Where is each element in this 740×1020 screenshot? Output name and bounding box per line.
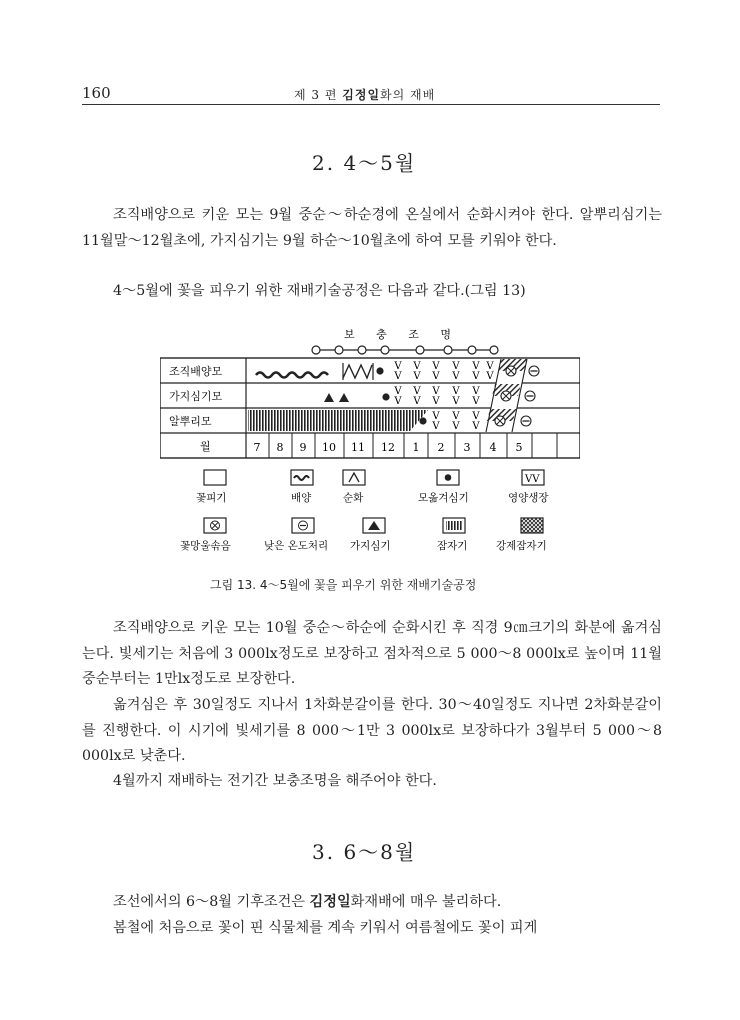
vegetative-mark: V [486, 361, 494, 372]
month-label: 12 [381, 441, 395, 454]
legend-label-hardening: 순화 [343, 492, 364, 504]
legend-label-low-temperature: 낮은 온도처리 [264, 540, 329, 552]
month-label: 11 [351, 441, 365, 454]
vegetative-mark: V [452, 421, 460, 432]
vegetative-mark: V [472, 386, 480, 397]
paragraph-5: 4월까지 재배하는 전기간 보충조명을 해주어야 한다. [113, 773, 437, 789]
legend [180, 470, 549, 552]
legend-label-forced-dormancy: 강제잠자기 [496, 540, 547, 552]
month-label: 7 [253, 441, 261, 454]
legend-label-cutting: 가지심기 [350, 540, 391, 552]
running-title: 제 3 편 김정일화의 재배 [294, 88, 436, 102]
vegetative-mark: V [452, 396, 460, 407]
month-header: 월 [200, 440, 211, 453]
paragraph-1: 조직배양으로 키운 모는 9월 중순～하순경에 온실에서 순화시켜야 한다. 알뿌리심기는 11월말～12월초에, 가지심기는 9월 하순～10월초에 하여 모를 키워야 한다. [82, 207, 662, 249]
vegetative-mark: V [432, 421, 440, 432]
legend-label-culture: 배양 [291, 492, 312, 504]
vegetative-mark: V [452, 411, 460, 422]
month-label: 8 [276, 441, 284, 454]
month-label: 2 [437, 441, 445, 454]
vegetative-mark: V [432, 411, 440, 422]
vegetative-mark: V [432, 361, 440, 372]
row-bulb [248, 410, 428, 431]
row-label-cutting: 가지심기모 [169, 390, 223, 403]
section-title-jun-aug: 3. 6～8월 [312, 840, 417, 864]
month-labels [254, 441, 523, 454]
lighting-line [312, 346, 498, 354]
month-label: 10 [322, 441, 336, 454]
vegetative-mark: V [413, 386, 421, 397]
section-title-apr-may: 2. 4～5월 [312, 151, 417, 175]
page-number: 160 [82, 84, 111, 102]
row-label-tissue-culture: 조직배양모 [169, 365, 223, 378]
vegetative-mark: V [413, 396, 421, 407]
month-label: 3 [463, 441, 471, 454]
vegetative-mark: V [432, 386, 440, 397]
paragraph-3: 조직배양으로 키운 모는 10월 중순～하순에 순화시킨 후 직경 9㎝크기의 화분에 옮겨심는다. 빛세기는 처음에 3 000lx정도로 보장하고 점차적으로 5 000～8 000lx로 높이며 11월 중순부터는 1만lx정도로 보장한다. [82, 620, 662, 687]
vegetative-mark: V [394, 386, 402, 397]
legend-label-transplant: 모옮겨심기 [418, 492, 469, 504]
legend-label-bud-thinning: 꽃망울솎음 [180, 540, 231, 552]
vegetative-mark: V [432, 396, 440, 407]
vegetative-mark: V [413, 361, 421, 372]
legend-label-dormancy: 잠자기 [437, 540, 468, 552]
vegetative-mark: V [472, 361, 480, 372]
legend-label-vegetative: 영양생장 [508, 492, 549, 504]
figure-caption: 그림 13. 4～5월에 꽃을 피우기 위한 재배기술공정 [210, 578, 477, 592]
paragraph-7: 봄철에 처음으로 꽃이 핀 식물체를 계속 키워서 여름철에도 꽃이 피게 [113, 920, 538, 936]
vegetative-mark: V [486, 371, 494, 382]
row-label-bulb: 알뿌리모 [169, 415, 212, 428]
vegetative-mark: V [394, 361, 402, 372]
vegetative-mark: V [472, 421, 480, 432]
row-cutting [324, 393, 390, 402]
month-label: 1 [412, 441, 420, 454]
legend-forced-dormancy-icon [521, 518, 543, 533]
month-label: 9 [299, 441, 307, 454]
legend-flowering-icon [204, 470, 226, 485]
vegetative-mark: V [472, 371, 480, 382]
paragraph-4: 옮겨심은 후 30일정도 지나서 1차화분갈이를 한다. 30～40일정도 지나면 2차화분갈이를 진행한다. 이 시기에 빛세기를 8 000～1만 3 000lx로 보장하다가 3월부터 5 000～8 000lx로 낮춘다. [82, 697, 662, 764]
vegetative-mark: V [452, 386, 460, 397]
vegetative-mark: V [432, 371, 440, 382]
svg-text:VV: VV [525, 474, 540, 485]
vegetative-mark: V [394, 371, 402, 382]
paragraph-6: 조선에서의 6～8월 기후조건은 김정일화재배에 매우 불리하다. [113, 894, 502, 910]
row-tissue-culture [256, 363, 384, 380]
supplemental-lighting-label: 보 충 조 명 [344, 328, 460, 341]
month-label: 4 [489, 441, 497, 454]
vegetative-mark: V [394, 396, 402, 407]
vegetative-mark: V [452, 371, 460, 382]
vegetative-mark: V [452, 361, 460, 372]
vegetative-mark: V [472, 411, 480, 422]
vegetative-mark: V [472, 396, 480, 407]
paragraph-2: 4～5월에 꽃을 피우기 위한 재배기술공정은 다음과 같다.(그림 13) [113, 283, 526, 299]
month-label: 5 [515, 441, 523, 454]
figure-13 [160, 323, 580, 558]
running-header [82, 84, 660, 105]
vegetative-mark: V [413, 371, 421, 382]
legend-label-flowering: 꽃피기 [196, 492, 227, 504]
